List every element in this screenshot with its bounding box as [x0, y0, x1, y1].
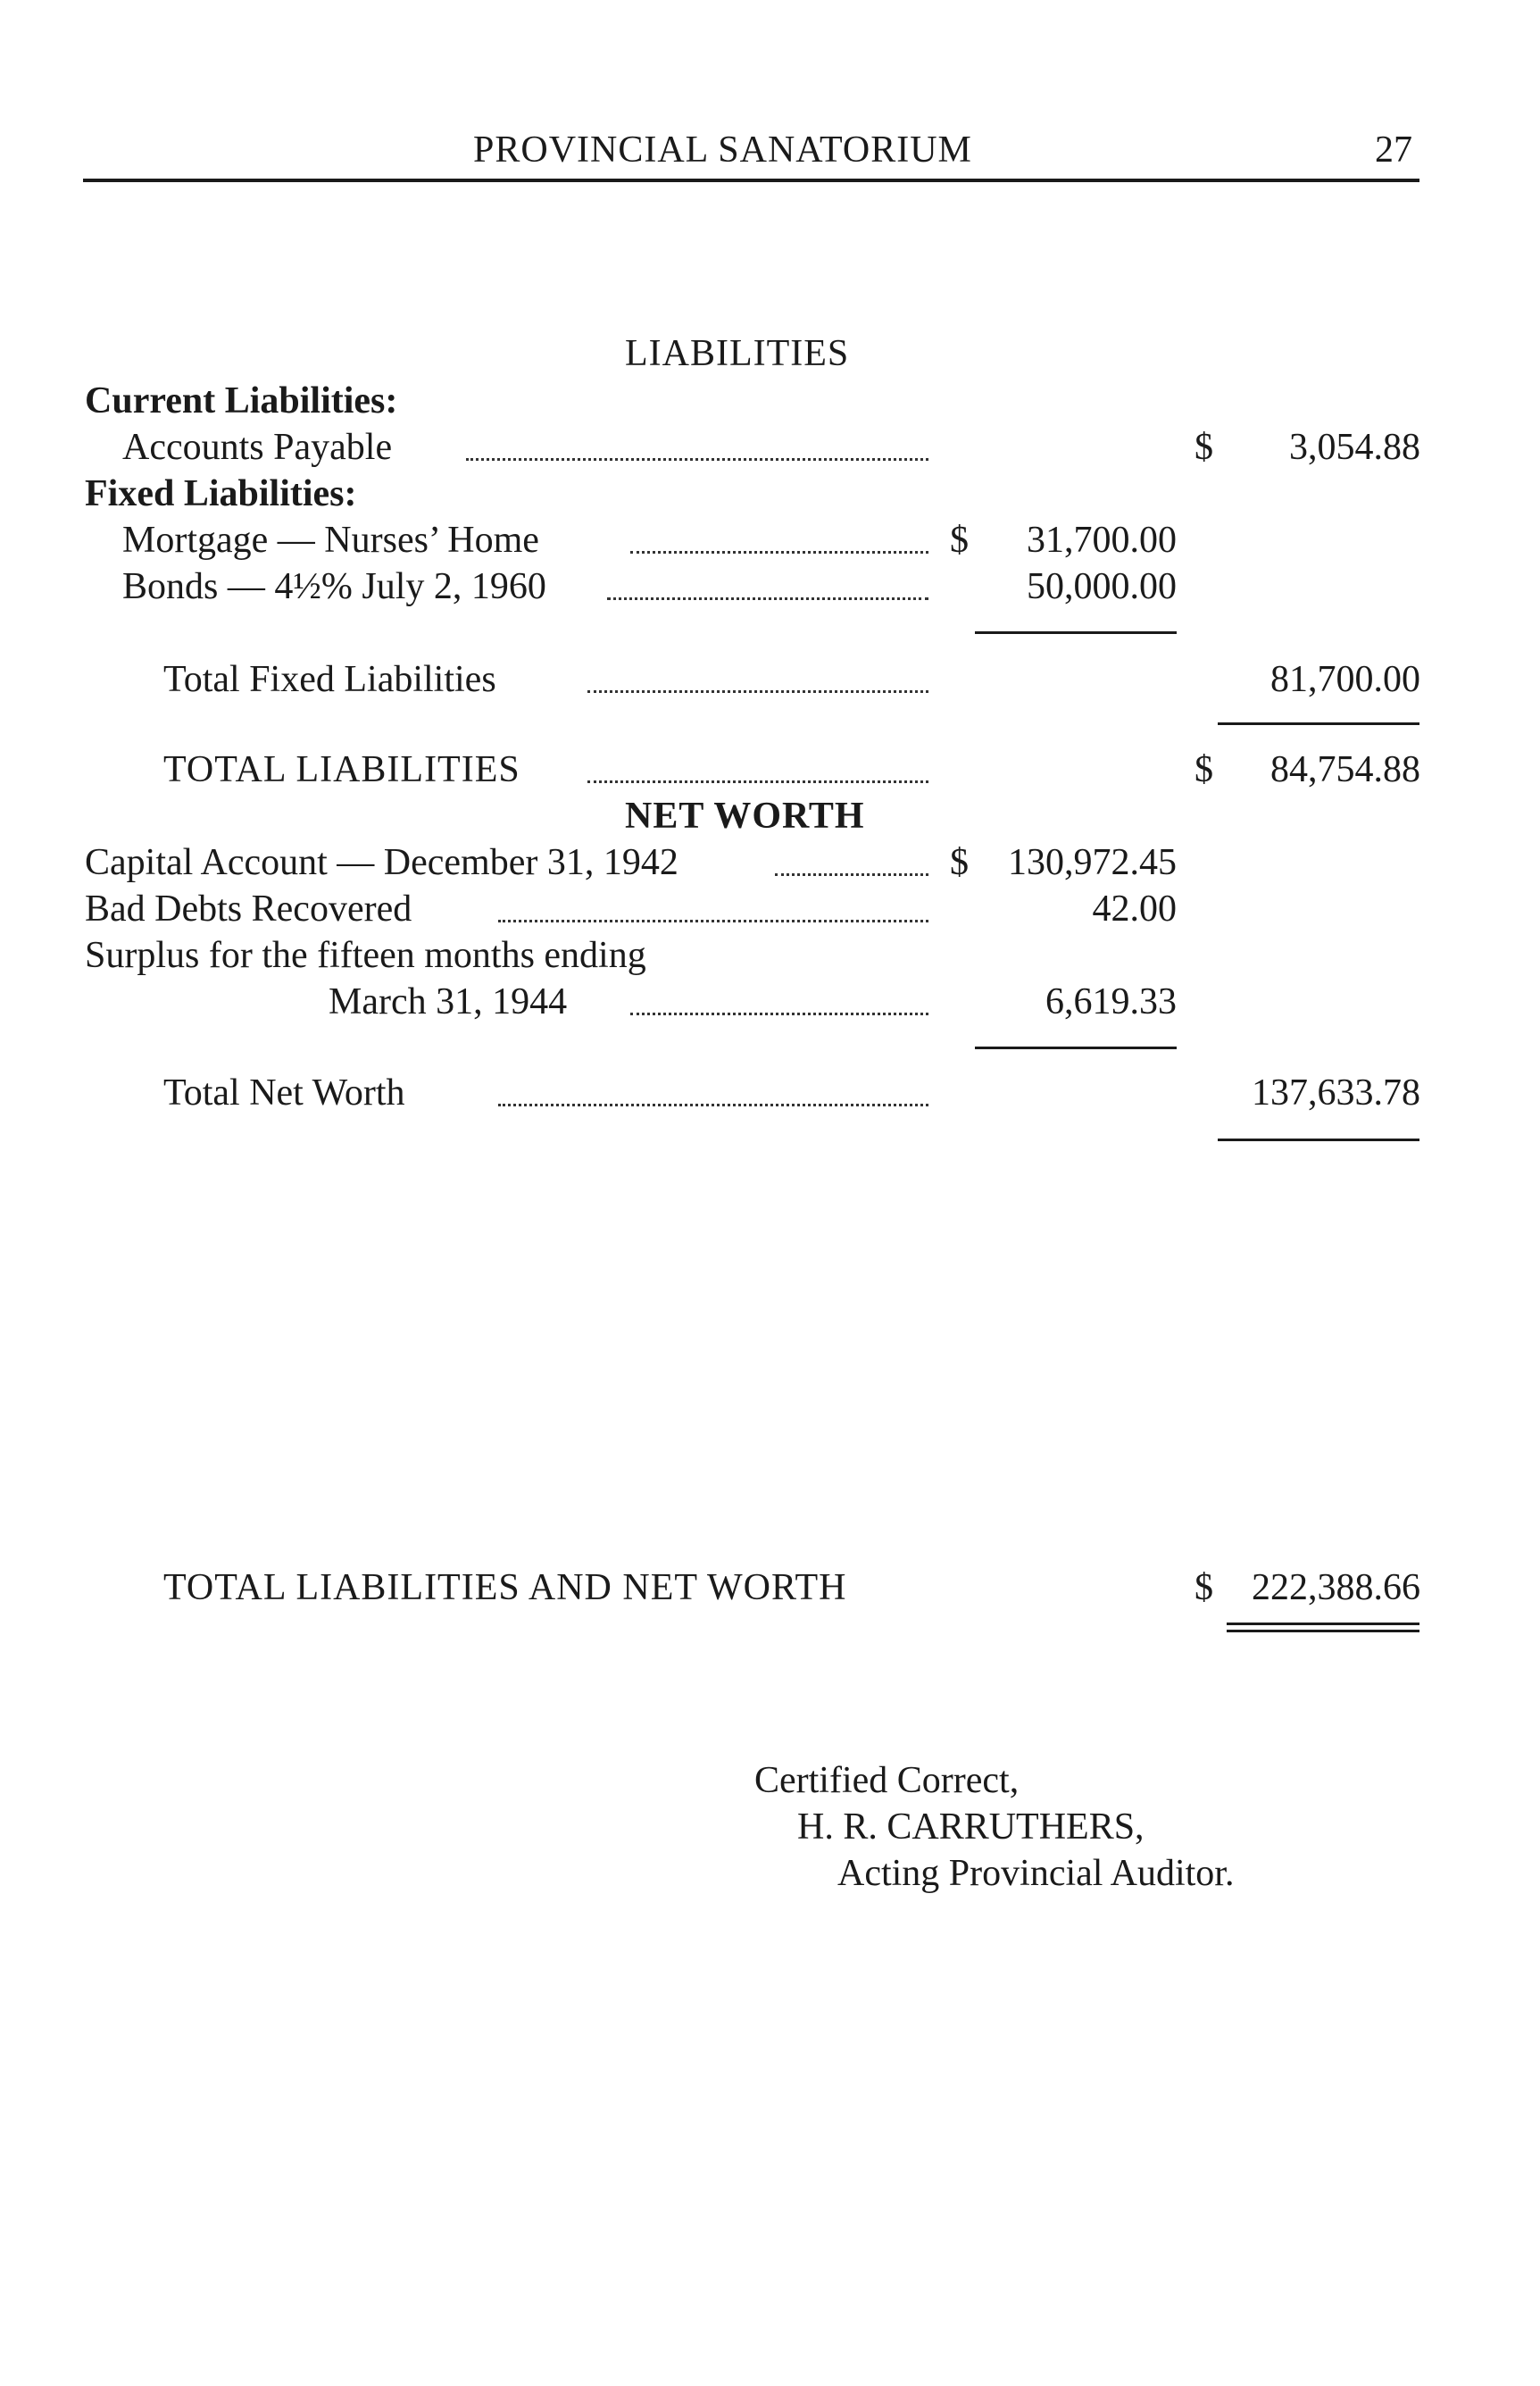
dollar-sign: $: [1195, 427, 1213, 468]
certification-line3: Acting Provincial Auditor.: [837, 1853, 1235, 1894]
grand-total-amount: 222,388.66: [1252, 1567, 1420, 1608]
header-rule: [83, 179, 1419, 182]
total-net-worth-amount: 137,633.78: [1252, 1072, 1420, 1114]
accounts-payable-label: Accounts Payable: [122, 427, 393, 468]
subtotal-rule: [975, 631, 1177, 634]
total-liabilities-amount: 84,754.88: [1270, 749, 1420, 790]
mortgage-amount: 31,700.00: [1027, 520, 1177, 561]
liabilities-heading: LIABILITIES: [625, 333, 850, 374]
grand-total-label: TOTAL LIABILITIES AND NET WORTH: [163, 1567, 847, 1608]
mortgage-label: Mortgage — Nurses’ Home: [122, 520, 539, 561]
subtotal-rule: [1218, 722, 1419, 725]
surplus-label-line2: March 31, 1944: [329, 981, 568, 1022]
bad-debts-label: Bad Debts Recovered: [85, 888, 412, 930]
total-fixed-liabilities-label: Total Fixed Liabilities: [163, 659, 496, 700]
net-worth-heading: NET WORTH: [625, 796, 865, 837]
certification-line1: Certified Correct,: [754, 1760, 1020, 1801]
leader-dots: [587, 780, 928, 783]
page-number: 27: [1375, 129, 1412, 171]
certification-line2: H. R. CARRUTHERS,: [797, 1806, 1145, 1848]
dollar-sign: $: [950, 520, 969, 561]
double-rule-bottom: [1227, 1630, 1419, 1632]
double-rule-top: [1227, 1623, 1419, 1625]
surplus-amount: 6,619.33: [1045, 981, 1177, 1022]
bad-debts-amount: 42.00: [1092, 888, 1177, 930]
subtotal-rule: [975, 1047, 1177, 1049]
leader-dots: [498, 1104, 928, 1106]
total-net-worth-label: Total Net Worth: [163, 1072, 405, 1114]
bonds-amount: 50,000.00: [1027, 566, 1177, 607]
leader-dots: [466, 458, 928, 461]
fixed-liabilities-label: Fixed Liabilities:: [85, 473, 357, 514]
dollar-sign: $: [1195, 749, 1213, 790]
subtotal-rule: [1218, 1139, 1419, 1141]
leader-dots: [775, 873, 928, 876]
bonds-label: Bonds — 4½% July 2, 1960: [122, 566, 546, 607]
capital-account-label: Capital Account — December 31, 1942: [85, 842, 678, 883]
surplus-label-line1: Surplus for the fifteen months ending: [85, 935, 646, 976]
dollar-sign: $: [950, 842, 969, 883]
leader-dots: [607, 597, 928, 600]
current-liabilities-label: Current Liabilities:: [85, 380, 398, 421]
leader-dots: [630, 551, 928, 554]
page-header-title: PROVINCIAL SANATORIUM: [473, 129, 972, 171]
leader-dots: [630, 1013, 928, 1015]
total-liabilities-label: TOTAL LIABILITIES: [163, 749, 520, 790]
capital-account-amount: 130,972.45: [1008, 842, 1177, 883]
accounts-payable-amount: 3,054.88: [1289, 427, 1420, 468]
dollar-sign: $: [1195, 1567, 1213, 1608]
leader-dots: [498, 920, 928, 922]
total-fixed-liabilities-amount: 81,700.00: [1270, 659, 1420, 700]
leader-dots: [587, 690, 928, 693]
